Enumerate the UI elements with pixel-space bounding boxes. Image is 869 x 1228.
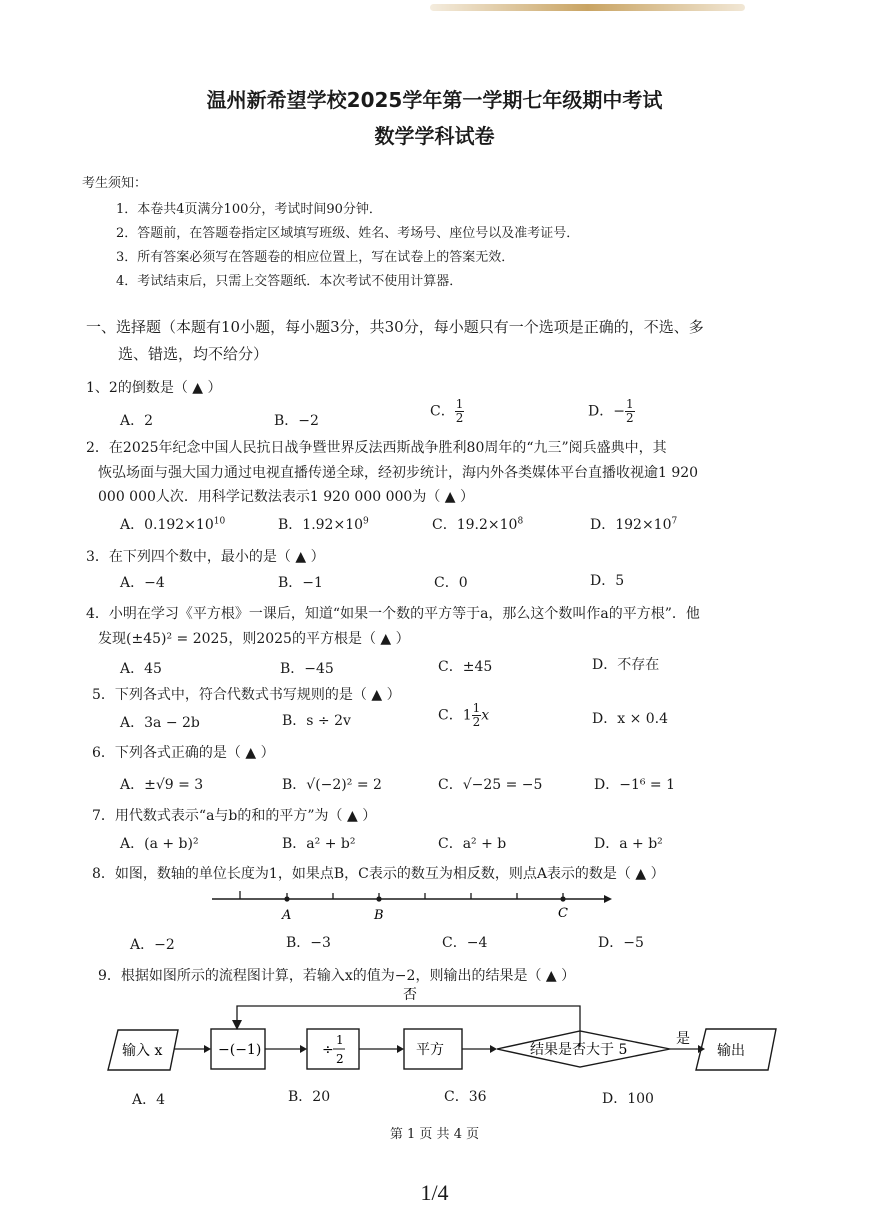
q7-stem: 7．用代数式表示“a与b的和的平方”为（ ▲ ） [92,808,377,824]
flow-step3-text: 平方 [416,1042,444,1058]
q4-option-a: A．45 [120,661,162,677]
q6-stem: 6．下列各式正确的是（ ▲ ） [92,745,275,761]
q9-option-a: A．4 [132,1092,166,1108]
q9-option-d: D．100 [602,1091,654,1107]
q9-stem: 9．根据如图所示的流程图计算，若输入x的值为−2，则输出的结果是（ ▲ ） [98,968,576,984]
q4-option-c: C．±45 [438,659,493,675]
section-heading: 一、选择题（本题有10小题，每小题3分，共30分，每小题只有一个选项是正确的，不选、多 [86,318,704,336]
q8-option-a: A．−2 [130,937,175,953]
label-c: C [558,906,568,921]
q4-stem-line2: 发现(±45)² = 2025，则2025的平方根是（ ▲ ） [98,631,410,647]
flow-loop-line [237,1006,580,1047]
q2-option-d: D．$192\times 10^7$ [590,516,678,533]
q5-option-d: D．x × 0.4 [592,711,669,727]
q5-option-b: B．s ÷ 2v [282,713,351,729]
arrow-right-icon [604,895,612,903]
q7-option-a: A．(a + b)² [120,836,199,852]
q9-option-c: C．36 [444,1089,487,1105]
q8-stem: 8．如图，数轴的单位长度为1，如果点B，C表示的数互为相反数，则点A表示的数是（ ▲ ） [92,866,665,882]
flow-step2-den: 2 [336,1052,344,1066]
q3-option-c: C．0 [434,575,468,591]
flow-decision-text: 结果是否大于 5 [530,1042,628,1058]
arrow-right-icon [397,1045,404,1053]
notice-item: 2．答题前，在答题卷指定区域填写班级、姓名、考场号、座位号以及准考证号． [116,226,580,241]
q7-option-c: C．a² + b [438,836,507,852]
label-b: B [374,908,384,923]
flow-output-text: 输出 [717,1043,745,1059]
q6-option-b: B．√(−2)² = 2 [282,777,382,793]
q8-option-b: B．−3 [286,935,331,951]
notice-item: 3．所有答案必须写在答题卷的相应位置上，写在试卷上的答案无效． [116,250,515,265]
q1-option-c: C． $\frac{1}{2}$ [430,397,464,425]
q8-option-d: D．−5 [598,935,644,951]
arrow-right-icon [204,1045,211,1053]
q1-option-d: D．− $\frac{1}{2}$ [588,397,634,425]
flow-no-label: 否 [403,987,417,1003]
notice-item: 4．考试结束后，只需上交答题纸．本次考试不使用计算器． [116,274,463,289]
q6-option-a: A．±√9 = 3 [120,777,204,793]
q3-option-a: A．−4 [120,575,165,591]
q9-option-b: B．20 [288,1089,331,1105]
q3-stem: 3．在下列四个数中，最小的是（ ▲ ） [86,549,325,565]
q4-option-d: D．不存在 [592,657,660,673]
q1-stem: 1、2的倒数是（ ▲ ） [86,380,222,396]
scan-edge-mark [430,4,745,11]
q2-option-a: A．$0.192\times 10^{10}$ [120,516,226,533]
q1-option-a: A．2 [120,413,154,429]
point-a [284,896,289,901]
flow-step2-num: 1 [336,1033,344,1047]
number-line-figure [200,885,620,925]
flow-step1-text: −(−1) [218,1042,262,1058]
q6-option-d: D．−1⁶ = 1 [594,777,676,793]
q7-option-b: B．a² + b² [282,836,356,852]
q2-option-c: C．$19.2\times 10^8$ [432,516,524,533]
q2-stem-line3: 000 000人次．用科学记数法表示1 920 000 000为（ ▲ ） [98,489,474,505]
arrow-right-icon [300,1045,307,1053]
q3-option-d: D．5 [590,573,625,589]
section-heading-cont: 选、错选，均不给分） [118,345,269,363]
arrow-right-icon [490,1045,497,1053]
flow-input-text: 输入 x [122,1043,163,1059]
q5-option-c: C．1 $\frac{1}{2}$ x [438,701,490,729]
q2-stem-line1: 2．在2025年纪念中国人民抗日战争暨世界反法西斯战争胜利80周年的“九三”阅兵盛典中，其 [86,440,667,456]
flowchart [100,982,790,1082]
page-number: 1/4 [420,1180,449,1205]
q5-stem: 5．下列各式中，符合代数式书写规则的是（ ▲ ） [92,687,401,703]
notice-heading: 考生须知： [82,176,148,191]
flow-step2-prefix: ÷ [322,1042,334,1058]
point-b [376,896,381,901]
q7-option-d: D．a + b² [594,836,663,852]
q6-option-c: C．√−25 = −5 [438,777,543,793]
page-footer: 第 1 页 共 4 页 [389,1127,480,1142]
q1-option-b: B．−2 [274,413,319,429]
page-subtitle: 数学学科试卷 [374,124,495,148]
point-c [560,896,565,901]
q2-stem-line2: 恢弘场面与强大国力通过电视直播传递全球，经初步统计，海内外各类媒体平台直播收视逾1 920 [98,465,699,481]
q4-stem-line1: 4．小明在学习《平方根》一课后，知道“如果一个数的平方等于a，那么这个数叫作a的平方根”．他 [86,606,700,622]
q5-option-a: A．3a − 2b [120,715,200,731]
page-title: 温州新希望学校2025学年第一学期七年级期中考试 [206,88,663,112]
q2-option-b: B．$1.92\times 10^9$ [278,516,369,533]
q4-option-b: B．−45 [280,661,334,677]
notice-item: 1．本卷共4页满分100分，考试时间90分钟． [116,202,382,217]
flow-yes-label: 是 [676,1031,690,1047]
q3-option-b: B．−1 [278,575,323,591]
label-a: A [282,908,292,923]
q8-option-c: C．−4 [442,935,488,951]
